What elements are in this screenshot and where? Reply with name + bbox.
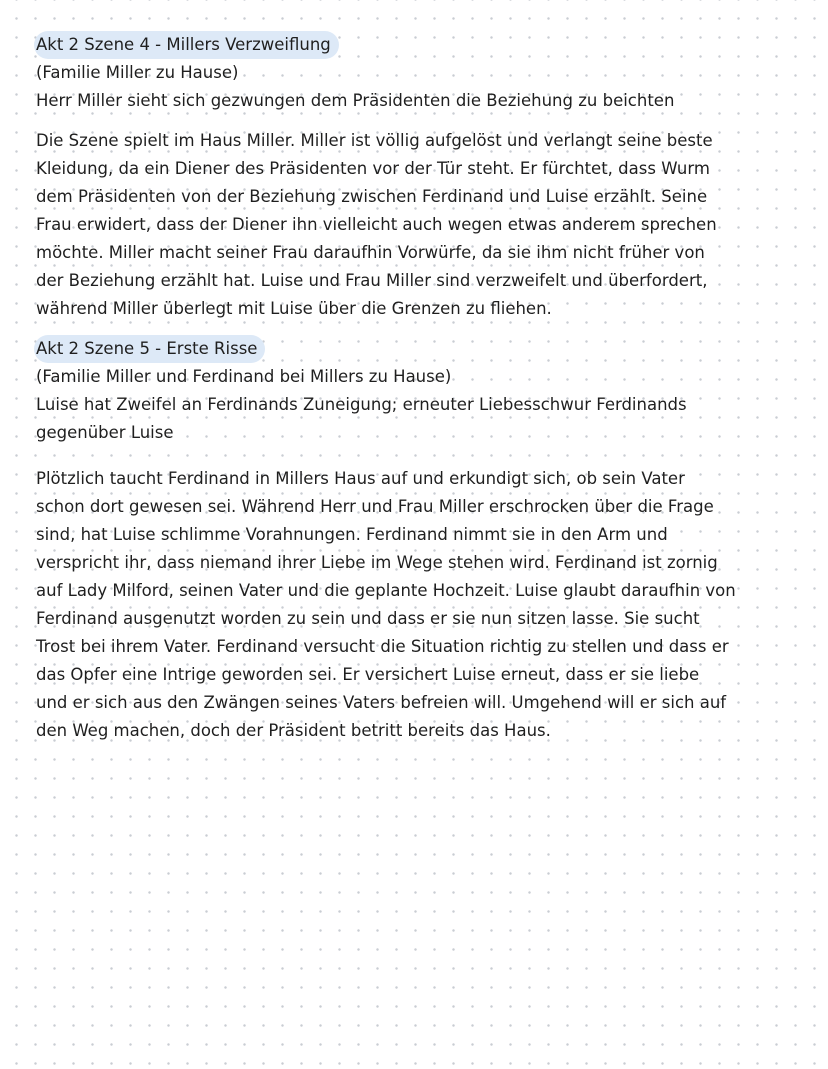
paragraph-line: dem Präsidenten von der Beziehung zwischen Ferdinand und Luise erzählt. Seine xyxy=(36,187,708,206)
paragraph-line: sind, hat Luise schlimme Vorahnungen. Ferdinand nimmt sie in den Arm und xyxy=(36,525,668,544)
paragraph-line: Frau erwidert, dass der Diener ihn vielleicht auch wegen etwas anderem sprechen xyxy=(36,215,717,234)
paragraph-line: das Opfer eine Intrige geworden sei. Er versichert Luise erneut, dass er sie liebe xyxy=(36,665,700,684)
scene-summary-line: gegenüber Luise xyxy=(36,423,174,442)
paragraph-line: Trost bei ihrem Vater. Ferdinand versucht die Situation richtig zu stellen und dass er xyxy=(36,637,729,656)
scene-setting: (Familie Miller und Ferdinand bei Millers zu Hause) xyxy=(36,367,452,386)
notes-page xyxy=(36,31,806,745)
paragraph-line: der Beziehung erzählt hat. Luise und Frau Miller sind verzweifelt und überfordert, xyxy=(36,271,708,290)
paragraph-line: auf Lady Milford, seinen Vater und die geplante Hochzeit. Luise glaubt daraufhin von xyxy=(36,581,736,600)
paragraph-line: während Miller überlegt mit Luise über die Grenzen zu fliehen. xyxy=(36,299,552,318)
scene-paragraph xyxy=(36,127,806,323)
scene-section xyxy=(36,335,806,745)
paragraph-line: schon dort gewesen sei. Während Herr und Frau Miller erschrocken über die Frage xyxy=(36,497,714,516)
paragraph-line: Ferdinand ausgenutzt worden zu sein und dass er sie nun sitzen lasse. Sie sucht xyxy=(36,609,700,628)
scene-paragraph xyxy=(36,465,806,745)
paragraph-line: und er sich aus den Zwängen seines Vaters befreien will. Umgehend will er sich auf xyxy=(36,693,727,712)
scene-setting: (Familie Miller zu Hause) xyxy=(36,63,239,82)
scene-heading: Akt 2 Szene 5 - Erste Risse xyxy=(34,335,265,363)
paragraph-line: verspricht ihr, dass niemand ihrer Liebe im Wege stehen wird. Ferdinand ist zornig xyxy=(36,553,718,572)
scene-section xyxy=(36,31,806,323)
paragraph-line: den Weg machen, doch der Präsident betritt bereits das Haus. xyxy=(36,721,551,740)
scene-summary-line: Herr Miller sieht sich gezwungen dem Präsidenten die Beziehung zu beichten xyxy=(36,91,675,110)
scene-summary-line: Luise hat Zweifel an Ferdinands Zuneigung; erneuter Liebesschwur Ferdinands xyxy=(36,395,687,414)
paragraph-line: möchte. Miller macht seiner Frau daraufhin Vorwürfe, da sie ihm nicht früher von xyxy=(36,243,705,262)
paragraph-line: Die Szene spielt im Haus Miller. Miller ist völlig aufgelöst und verlangt seine beste xyxy=(36,131,713,150)
paragraph-line: Kleidung, da ein Diener des Präsidenten vor der Tür steht. Er fürchtet, dass Wurm xyxy=(36,159,710,178)
paragraph-line: Plötzlich taucht Ferdinand in Millers Haus auf und erkundigt sich, ob sein Vater xyxy=(36,469,685,488)
scene-heading: Akt 2 Szene 4 - Millers Verzweiflung xyxy=(34,31,339,59)
